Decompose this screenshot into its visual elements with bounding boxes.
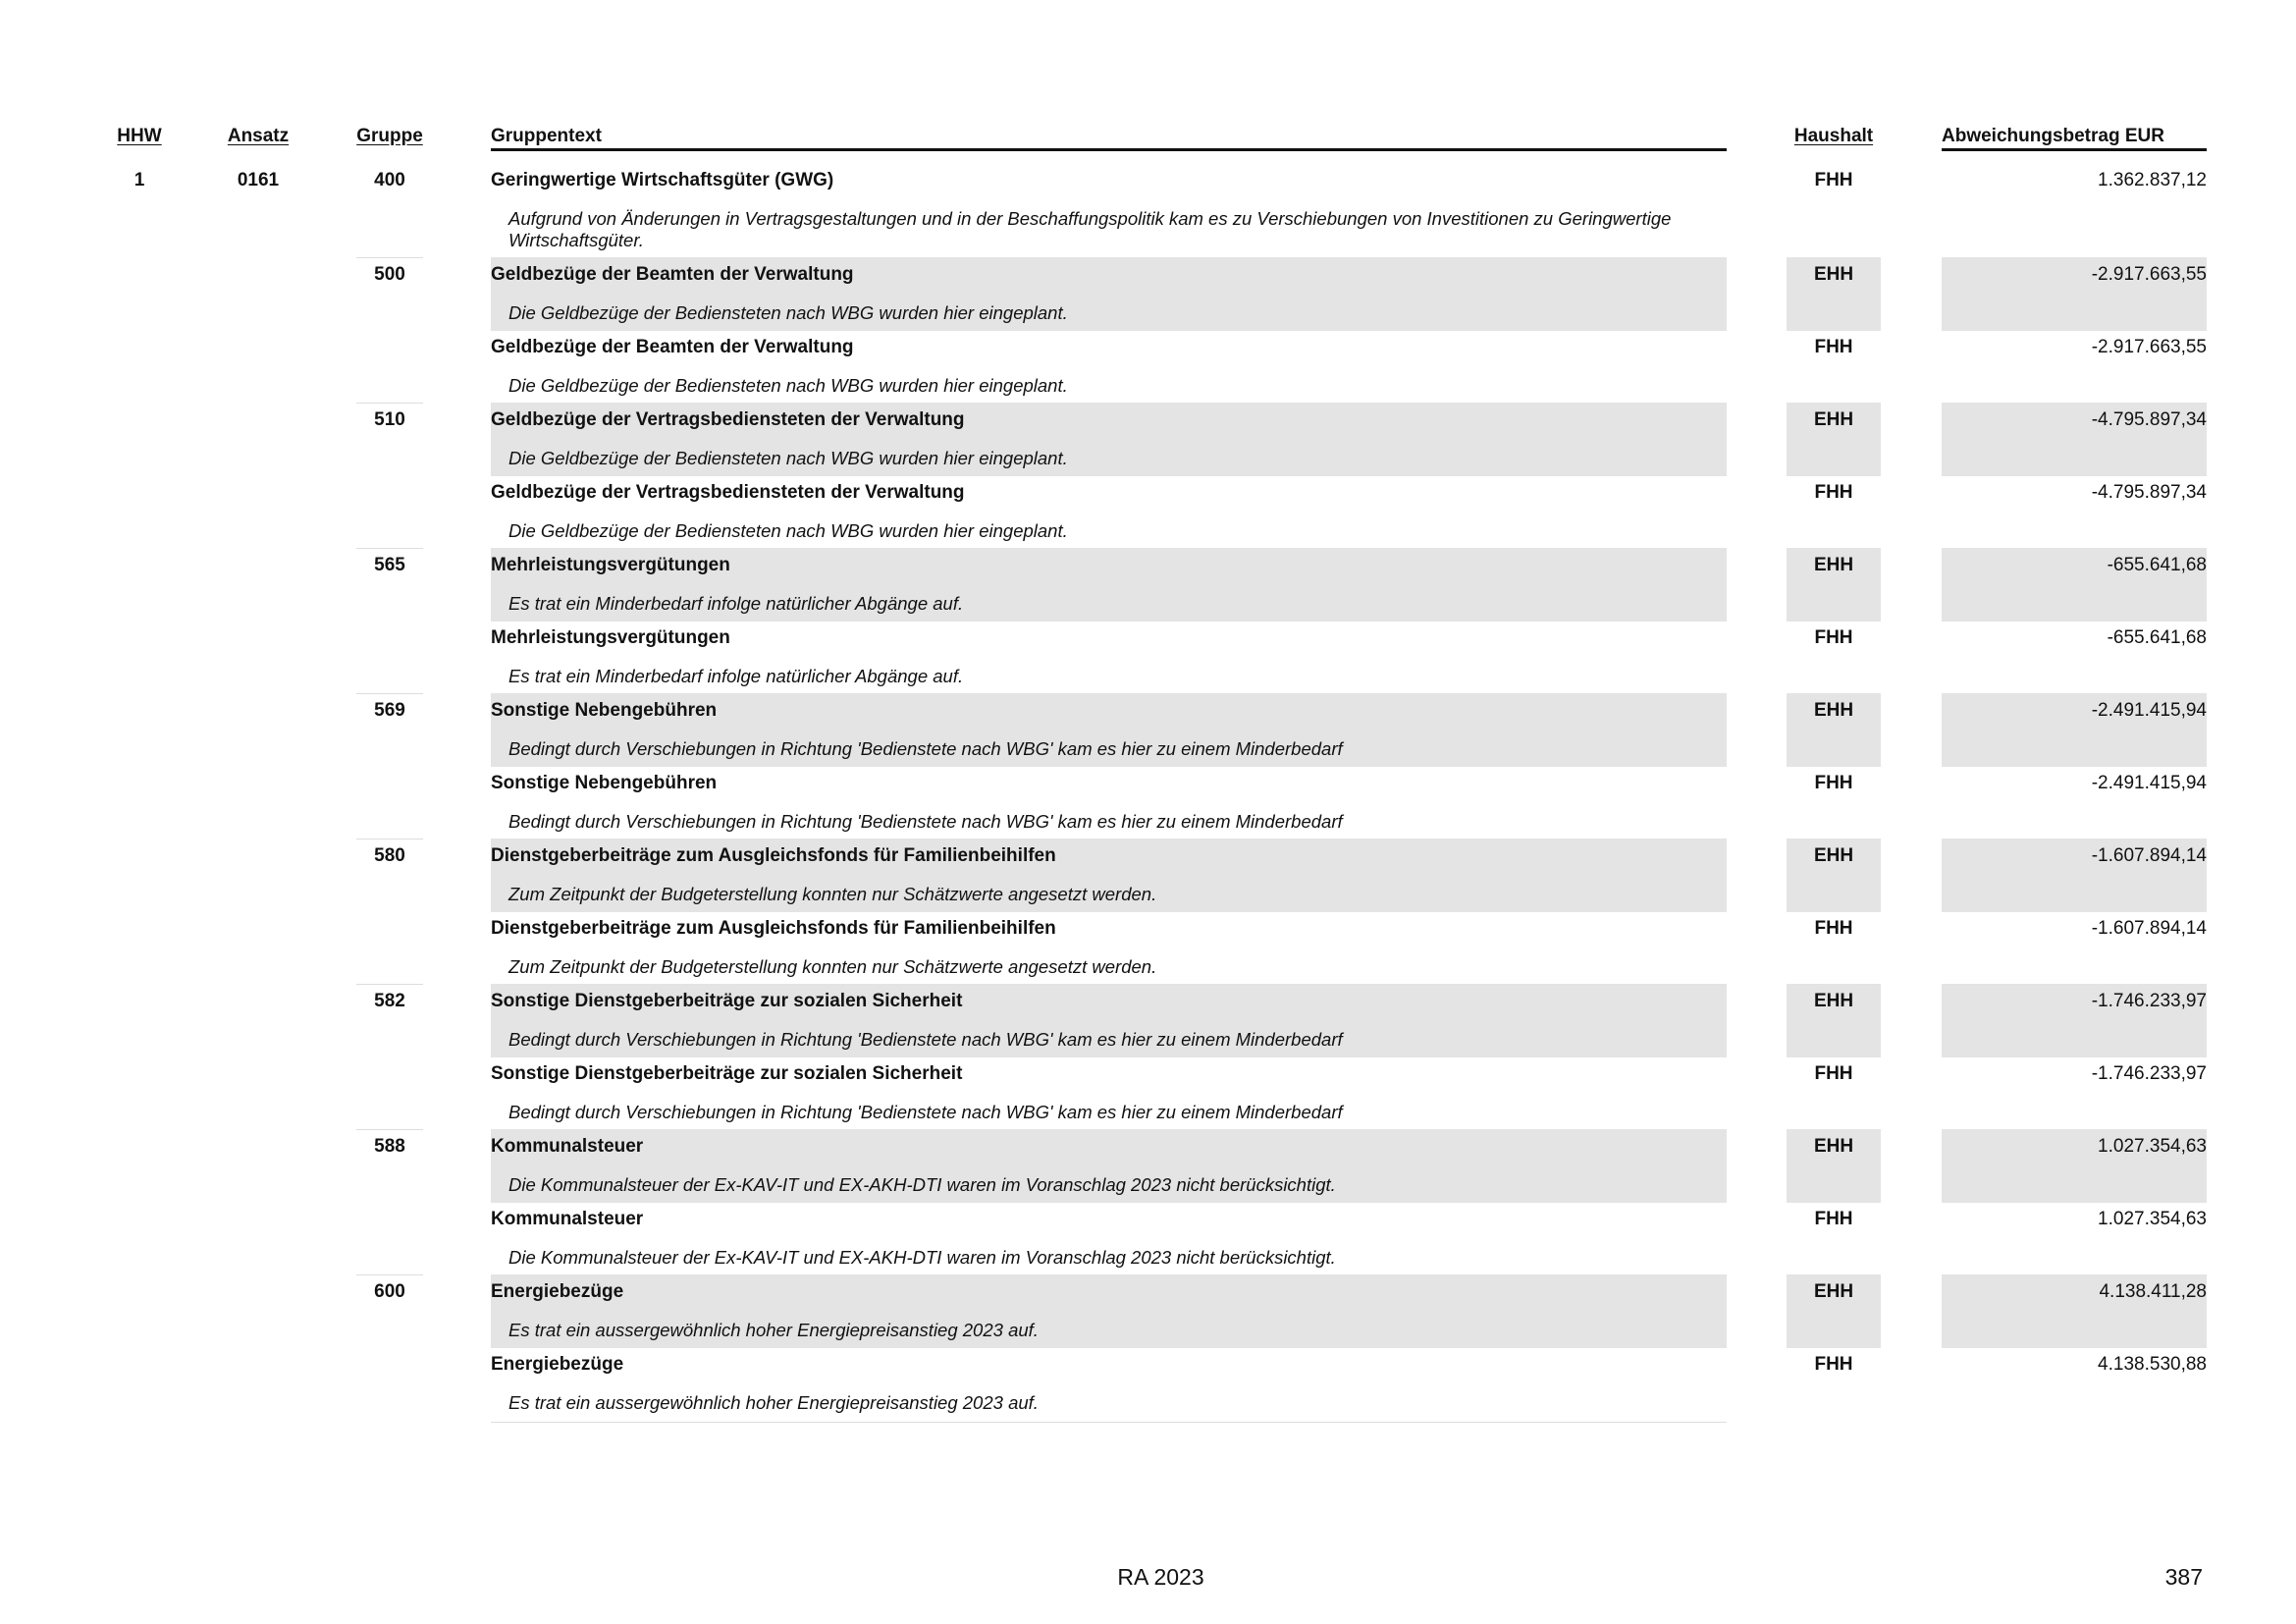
header-rule-gruppentext xyxy=(491,148,1727,151)
cell-title: Sonstige Dienstgeberbeiträge zur sozialen Sicherheit xyxy=(491,1063,963,1084)
cell-title: Geringwertige Wirtschaftsgüter (GWG) xyxy=(491,170,834,190)
cell-title: Kommunalsteuer xyxy=(491,1136,644,1157)
cell-haushalt: EHH xyxy=(1813,1281,1854,1302)
footer-report-label: RA 2023 xyxy=(1117,1564,1204,1590)
cell-title: Sonstige Nebengebühren xyxy=(491,700,718,721)
cell-title: Geldbezüge der Beamten der Verwaltung xyxy=(491,337,854,357)
cell-amount: 1.027.354,63 xyxy=(2098,1136,2207,1157)
cell-desc: Zum Zeitpunkt der Budgeterstellung konnten nur Schätzwerte angesetzt werden. xyxy=(508,956,1157,977)
col-header-gruppe: Gruppe xyxy=(356,126,423,146)
cell-amount: -4.795.897,34 xyxy=(2091,409,2207,430)
cell-title: Dienstgeberbeiträge zum Ausgleichsfonds für Familienbeihilfen xyxy=(491,918,1056,939)
cell-desc: Die Kommunalsteuer der Ex-KAV-IT und EX-AKH-DTI waren im Voranschlag 2023 nicht berücksichtigt. xyxy=(508,1247,1336,1268)
cell-desc: Zum Zeitpunkt der Budgeterstellung konnten nur Schätzwerte angesetzt werden. xyxy=(508,884,1157,904)
cell-title: Geldbezüge der Beamten der Verwaltung xyxy=(491,264,854,285)
table-end-rule xyxy=(491,1422,1727,1423)
cell-amount: -2.491.415,94 xyxy=(2091,700,2207,721)
cell-hhw: 1 xyxy=(133,170,145,190)
table-row xyxy=(0,766,2296,839)
group-separator xyxy=(356,1274,423,1275)
cell-title: Dienstgeberbeiträge zum Ausgleichsfonds für Familienbeihilfen xyxy=(491,845,1056,866)
group-separator xyxy=(356,403,423,404)
cell-amount: -1.607.894,14 xyxy=(2091,918,2207,939)
col-header-haushalt: Haushalt xyxy=(1793,126,1874,146)
cell-haushalt: EHH xyxy=(1813,991,1854,1011)
cell-desc: Die Geldbezüge der Bediensteten nach WBG wurden hier eingeplant. xyxy=(508,448,1068,468)
cell-ansatz: 0161 xyxy=(237,170,280,190)
cell-gruppe: 580 xyxy=(374,845,405,866)
cell-haushalt: EHH xyxy=(1813,264,1854,285)
group-separator xyxy=(356,548,423,549)
table-row xyxy=(0,1202,2296,1274)
cell-amount: -1.746.233,97 xyxy=(2091,991,2207,1011)
cell-amount: -2.491.415,94 xyxy=(2091,773,2207,793)
cell-desc: Bedingt durch Verschiebungen in Richtung 'Bedienstete nach WBG' kam es hier zu einem Minderbedarf xyxy=(508,1029,1343,1050)
table-row xyxy=(0,1056,2296,1129)
table-row xyxy=(0,403,2296,475)
table-row xyxy=(0,1129,2296,1202)
cell-haushalt: FHH xyxy=(1814,1209,1853,1229)
cell-haushalt: FHH xyxy=(1814,918,1853,939)
col-header-betrag: Abweichungsbetrag EUR xyxy=(1942,126,2164,146)
cell-desc: Es trat ein aussergewöhnlich hoher Energiepreisanstieg 2023 auf. xyxy=(508,1320,1039,1340)
cell-gruppe: 510 xyxy=(374,409,405,430)
cell-desc: Es trat ein Minderbedarf infolge natürlicher Abgänge auf. xyxy=(508,666,964,686)
cell-title: Sonstige Nebengebühren xyxy=(491,773,718,793)
cell-haushalt: EHH xyxy=(1813,1136,1854,1157)
cell-title: Energiebezüge xyxy=(491,1354,624,1375)
cell-desc-line1: Aufgrund von Änderungen in Vertragsgestaltungen und in der Beschaffungspolitik kam es zu Verschiebungen von Investitionen zu Geringwertige xyxy=(508,208,1672,229)
cell-haushalt: EHH xyxy=(1813,409,1854,430)
table-row xyxy=(0,911,2296,984)
table-row xyxy=(0,1347,2296,1420)
cell-amount: -1.607.894,14 xyxy=(2091,845,2207,866)
table-row xyxy=(0,257,2296,330)
cell-gruppe: 600 xyxy=(374,1281,405,1302)
cell-gruppe: 500 xyxy=(374,264,405,285)
cell-amount: -4.795.897,34 xyxy=(2091,482,2207,503)
cell-haushalt: FHH xyxy=(1814,337,1853,357)
cell-gruppe: 588 xyxy=(374,1136,405,1157)
cell-desc: Die Geldbezüge der Bediensteten nach WBG wurden hier eingeplant. xyxy=(508,302,1068,323)
cell-title: Geldbezüge der Vertragsbediensteten der Verwaltung xyxy=(491,409,965,430)
cell-desc: Bedingt durch Verschiebungen in Richtung 'Bedienstete nach WBG' kam es hier zu einem Minderbedarf xyxy=(508,1102,1343,1122)
cell-gruppe: 565 xyxy=(374,555,405,575)
cell-title: Sonstige Dienstgeberbeiträge zur sozialen Sicherheit xyxy=(491,991,963,1011)
header-rule-betrag xyxy=(1942,148,2207,151)
cell-gruppe: 569 xyxy=(374,700,405,721)
table-row xyxy=(0,839,2296,911)
col-header-hhw: HHW xyxy=(117,126,162,146)
cell-amount: 4.138.411,28 xyxy=(2099,1281,2207,1302)
cell-haushalt: FHH xyxy=(1814,773,1853,793)
col-header-ansatz: Ansatz xyxy=(227,126,290,146)
cell-haushalt: EHH xyxy=(1813,845,1854,866)
page-number: 387 xyxy=(2164,1564,2203,1590)
table-row xyxy=(0,1274,2296,1347)
cell-amount: -655.641,68 xyxy=(2107,555,2207,575)
cell-title: Kommunalsteuer xyxy=(491,1209,644,1229)
cell-haushalt: EHH xyxy=(1813,700,1854,721)
cell-amount: -2.917.663,55 xyxy=(2091,264,2207,285)
group-separator xyxy=(356,984,423,985)
cell-desc: Die Geldbezüge der Bediensteten nach WBG wurden hier eingeplant. xyxy=(508,520,1068,541)
col-header-gruppentext: Gruppentext xyxy=(491,126,602,146)
cell-title: Energiebezüge xyxy=(491,1281,624,1302)
cell-desc: Bedingt durch Verschiebungen in Richtung 'Bedienstete nach WBG' kam es hier zu einem Minderbedarf xyxy=(508,738,1343,759)
cell-desc: Bedingt durch Verschiebungen in Richtung 'Bedienstete nach WBG' kam es hier zu einem Minderbedarf xyxy=(508,811,1343,832)
cell-title: Mehrleistungsvergütungen xyxy=(491,555,730,575)
cell-haushalt: FHH xyxy=(1814,1063,1853,1084)
table-row xyxy=(0,693,2296,766)
table-row xyxy=(0,475,2296,548)
group-separator xyxy=(356,257,423,258)
cell-amount: -655.641,68 xyxy=(2107,627,2207,648)
cell-haushalt: FHH xyxy=(1814,170,1853,190)
cell-gruppe: 582 xyxy=(374,991,405,1011)
cell-desc: Es trat ein aussergewöhnlich hoher Energiepreisanstieg 2023 auf. xyxy=(508,1392,1039,1413)
cell-desc: Die Kommunalsteuer der Ex-KAV-IT und EX-AKH-DTI waren im Voranschlag 2023 nicht berücksichtigt. xyxy=(508,1174,1336,1195)
group-separator xyxy=(356,1129,423,1130)
cell-title: Mehrleistungsvergütungen xyxy=(491,627,730,648)
table-row xyxy=(0,621,2296,693)
cell-desc: Die Geldbezüge der Bediensteten nach WBG wurden hier eingeplant. xyxy=(508,375,1068,396)
cell-desc-line2: Wirtschaftsgüter. xyxy=(508,230,644,250)
cell-amount: 4.138.530,88 xyxy=(2098,1354,2207,1375)
cell-amount: 1.362.837,12 xyxy=(2098,170,2207,190)
cell-title: Geldbezüge der Vertragsbediensteten der Verwaltung xyxy=(491,482,965,503)
group-separator xyxy=(356,693,423,694)
cell-gruppe: 400 xyxy=(374,170,405,190)
table-row xyxy=(0,984,2296,1056)
cell-haushalt: FHH xyxy=(1814,1354,1853,1375)
cell-haushalt: FHH xyxy=(1814,482,1853,503)
table-row xyxy=(0,330,2296,403)
table-row xyxy=(0,548,2296,621)
cell-haushalt: FHH xyxy=(1814,627,1853,648)
cell-amount: 1.027.354,63 xyxy=(2098,1209,2207,1229)
cell-amount: -2.917.663,55 xyxy=(2091,337,2207,357)
cell-desc: Es trat ein Minderbedarf infolge natürlicher Abgänge auf. xyxy=(508,593,964,614)
cell-amount: -1.746.233,97 xyxy=(2091,1063,2207,1084)
cell-haushalt: EHH xyxy=(1813,555,1854,575)
